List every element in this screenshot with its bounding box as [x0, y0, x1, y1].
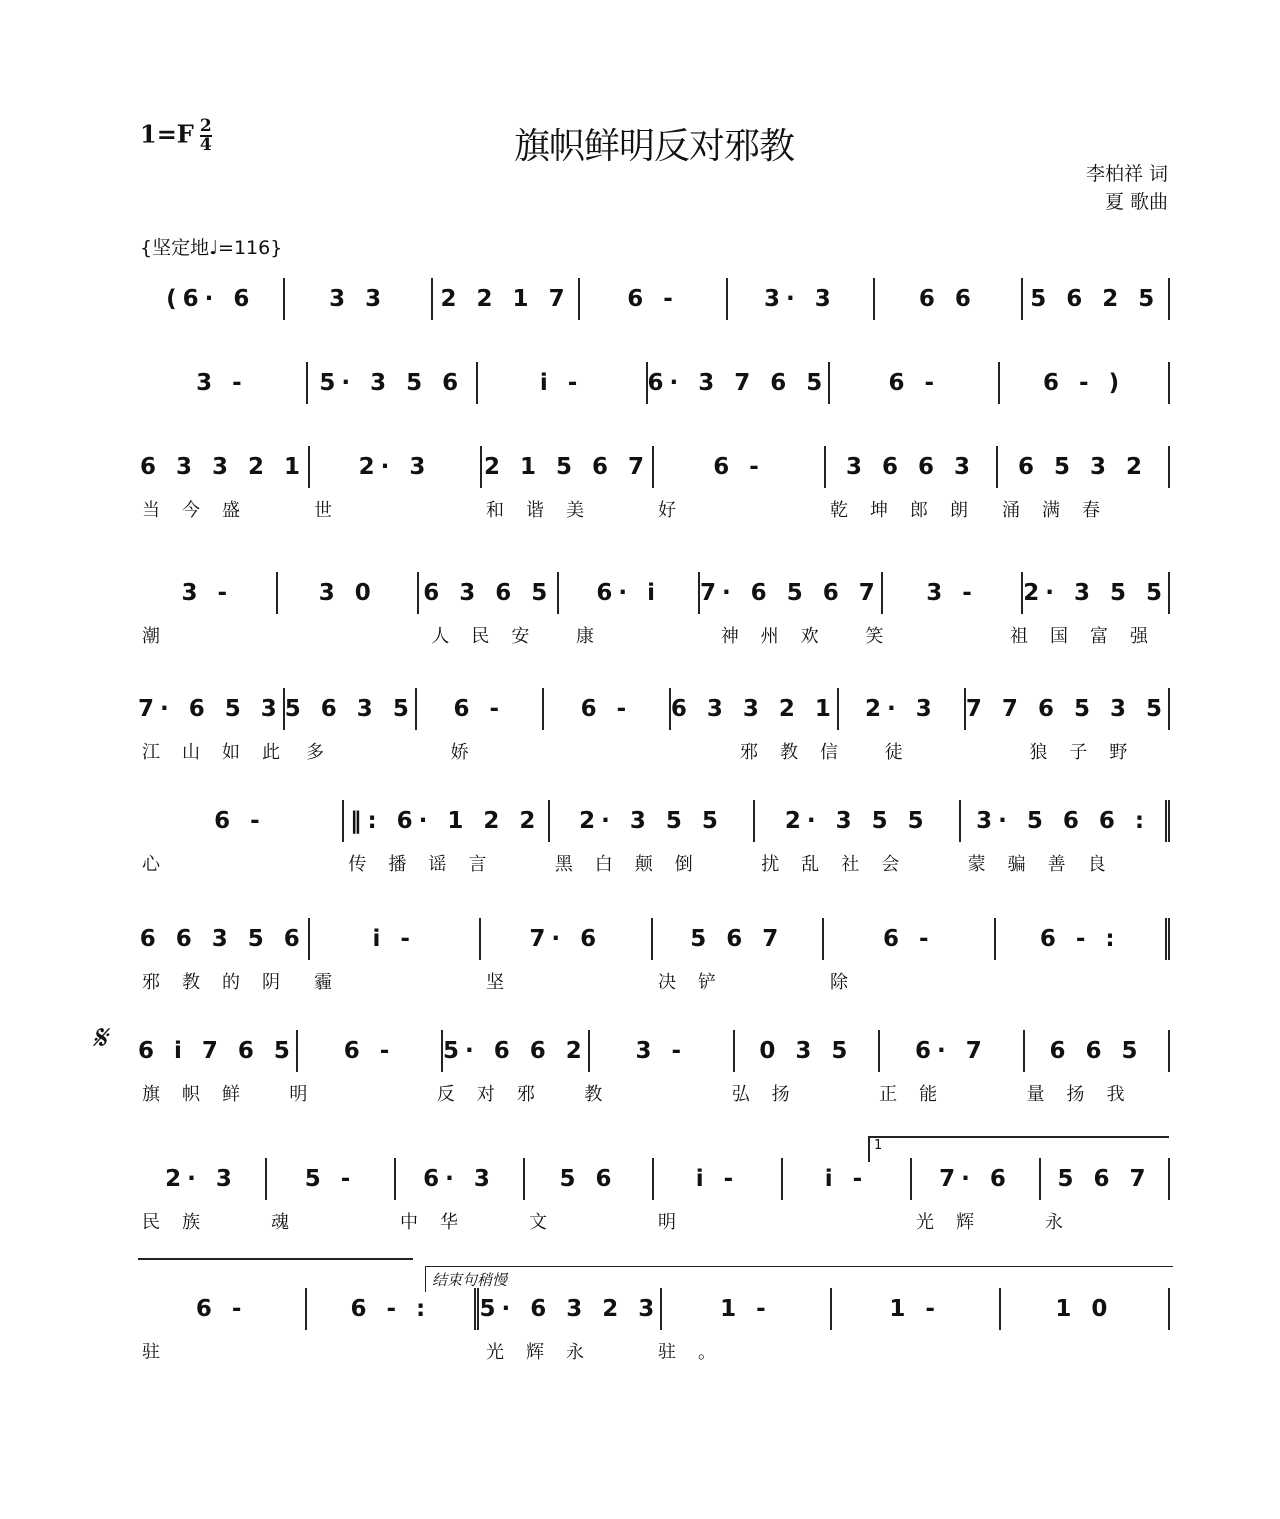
lyric: 蒙骗善良	[967, 854, 1128, 875]
measure: i -	[310, 918, 482, 960]
lyric: 驻	[142, 1342, 182, 1363]
measure: 3 -	[138, 362, 308, 404]
lyric: 乾坤郎朗	[830, 500, 990, 521]
ending-instruction: 结束句稍慢	[425, 1266, 1173, 1292]
lyric: 邪教信	[740, 742, 861, 763]
lyric: 正能	[879, 1084, 960, 1105]
lyric: 旗帜鲜	[142, 1084, 262, 1105]
lyrics-row	[138, 968, 1170, 994]
measure: 5· 6 6 2	[443, 1030, 590, 1072]
notes-row	[138, 918, 1170, 960]
lyric: 徒	[884, 742, 925, 763]
lyric: 潮	[142, 626, 182, 647]
measure: 1 0	[1001, 1288, 1170, 1330]
measure: i -	[654, 1158, 783, 1200]
lyric: 民族	[142, 1212, 222, 1233]
lyric: 量扬我	[1026, 1084, 1147, 1105]
lyrics-row	[138, 850, 1170, 876]
lyric: 世	[314, 500, 354, 521]
measure: 6 - )	[1000, 362, 1170, 404]
staff-system	[138, 800, 1170, 890]
lyric: 江山如此	[142, 742, 302, 763]
lyric	[283, 622, 428, 648]
measure: 6 -	[580, 278, 727, 320]
measure: 7· 6	[912, 1158, 1041, 1200]
notes-row	[138, 572, 1170, 614]
measure: 6 i 7 6 5	[138, 1030, 298, 1072]
lyric: 娇	[450, 742, 491, 763]
measure: 7· 6	[481, 918, 653, 960]
lyric: 弘扬	[731, 1084, 812, 1105]
measure: 5 6	[525, 1158, 654, 1200]
lyric: 狼子野	[1029, 742, 1150, 763]
measure: 6 -	[298, 1030, 443, 1072]
time-bottom: 4	[199, 135, 212, 155]
staff-system	[138, 572, 1170, 662]
staff-system	[138, 362, 1170, 452]
lyrics-row	[138, 1338, 1170, 1364]
staff-system	[138, 446, 1170, 536]
measure: 6· 7	[880, 1030, 1025, 1072]
measure: 3 0	[278, 572, 418, 614]
measure: 0 3 5	[735, 1030, 880, 1072]
lyric: 和谐美	[486, 500, 606, 521]
measure: i -	[783, 1158, 912, 1200]
volta-line	[138, 1258, 413, 1260]
credits	[1086, 160, 1168, 216]
measure: 6· i	[559, 572, 699, 614]
lyrics-row	[138, 738, 1170, 764]
measure: 6· 3	[396, 1158, 525, 1200]
composer: 夏 歌曲	[1104, 191, 1168, 213]
key-label: 1=F	[140, 119, 194, 149]
lyric: 永	[1045, 1212, 1085, 1233]
measure: 3 6 6 3	[826, 446, 998, 488]
lyric: 神州欢	[720, 626, 841, 647]
measure: 1 -	[832, 1288, 1001, 1330]
measure: 5 -	[267, 1158, 396, 1200]
measure: ‖: 6· 1 2 2	[344, 800, 550, 842]
lyric	[998, 1338, 1170, 1364]
lyric: 涌满春	[1002, 500, 1122, 521]
lyric: 文	[529, 1212, 569, 1233]
lyric: 多	[306, 742, 346, 763]
measure: 7· 6 5 6 7	[700, 572, 883, 614]
lyric	[826, 1338, 998, 1364]
lyric: 驻。	[658, 1342, 738, 1363]
measure: 6 5 3 2	[998, 446, 1170, 488]
lyric	[310, 1338, 482, 1364]
lyrics-row	[138, 496, 1170, 522]
lyric: 决铲	[658, 972, 738, 993]
measure: 5· 3 5 6	[308, 362, 478, 404]
measure: 2· 3	[138, 1158, 267, 1200]
lyric: 心	[142, 854, 182, 875]
time-top: 2	[199, 116, 212, 136]
lyric: 康	[576, 626, 617, 647]
measure: 6 - :	[996, 918, 1171, 960]
staff-system	[138, 1030, 1170, 1120]
measure: 2· 3 5 5	[1023, 572, 1170, 614]
song-title: 旗帜鲜明反对邪教	[513, 126, 794, 167]
lyric: 除	[830, 972, 870, 993]
measure: 3· 3	[728, 278, 875, 320]
measure: 2 1 5 6 7	[482, 446, 654, 488]
notes-row	[138, 1288, 1170, 1330]
measure: 5 6 7	[1041, 1158, 1170, 1200]
lyric: 黑白颠倒	[554, 854, 715, 875]
staff-system	[138, 1158, 1170, 1248]
measure: 2· 3 5 5	[755, 800, 961, 842]
lyric: 魂	[271, 1212, 311, 1233]
measure: 6 -	[138, 1288, 307, 1330]
measure: 6 - :	[307, 1288, 479, 1330]
lyricist: 李柏祥 词	[1085, 163, 1168, 185]
volta-bracket: 1	[868, 1136, 1169, 1162]
measure: 2 2 1 7	[433, 278, 580, 320]
staff-system	[138, 918, 1170, 1008]
notes-row	[138, 446, 1170, 488]
lyric: 当今盛	[142, 500, 262, 521]
notes-row	[138, 278, 1170, 320]
measure: 6 3 3 2 1	[138, 446, 310, 488]
lyric	[998, 968, 1170, 994]
segno-icon: 𝄋	[92, 1018, 107, 1058]
lyrics-row	[138, 1208, 1170, 1234]
measure: 6 -	[417, 688, 544, 730]
measure: 5· 6 3 2 3	[479, 1288, 662, 1330]
measure: 5 6 7	[653, 918, 825, 960]
notes-row	[138, 688, 1170, 730]
measure: 3 3	[285, 278, 432, 320]
measure: 5 6 3 5	[285, 688, 417, 730]
measure: 6 6 5	[1025, 1030, 1170, 1072]
lyric: 传播谣言	[348, 854, 509, 875]
lyric: 反对邪	[436, 1084, 557, 1105]
measure: 2· 3	[310, 446, 482, 488]
lyric	[783, 1208, 912, 1234]
lyric: 教	[584, 1084, 625, 1105]
measure: 3 -	[883, 572, 1023, 614]
measure: 6 -	[830, 362, 1000, 404]
measure: 6 6 3 5 6	[138, 918, 310, 960]
lyric: 坚	[486, 972, 526, 993]
measure: 3 -	[590, 1030, 735, 1072]
lyric: 好	[658, 500, 698, 521]
lyric: 笑	[865, 626, 906, 647]
measure: 5 6 2 5	[1023, 278, 1170, 320]
notes-row	[138, 800, 1170, 842]
measure: 6 6	[875, 278, 1022, 320]
measure: 6 3 6 5	[419, 572, 559, 614]
staff-system	[138, 1288, 1170, 1378]
lyric: 光辉	[916, 1212, 996, 1233]
staff-system	[138, 688, 1170, 778]
lyric: 扰乱社会	[761, 854, 922, 875]
measure: 2· 3 5 5	[550, 800, 756, 842]
lyric	[591, 738, 736, 764]
measure: (6· 6	[138, 278, 285, 320]
tempo-marking: {坚定地♩=116}	[140, 237, 283, 259]
measure: 1 -	[662, 1288, 831, 1330]
measure: 7· 6 5 3	[138, 688, 285, 730]
lyric: 光辉永	[486, 1342, 606, 1363]
lyric: 邪教的阴	[142, 972, 302, 993]
measure: 6· 3 7 6 5	[648, 362, 831, 404]
measure: i -	[478, 362, 648, 404]
lyric: 霾	[314, 972, 354, 993]
measure: 6 -	[138, 800, 344, 842]
lyric: 明	[658, 1212, 698, 1233]
measure: 6 -	[544, 688, 671, 730]
lyrics-row	[138, 622, 1170, 648]
lyrics-row	[138, 1080, 1170, 1106]
measure: 6 3 3 2 1	[671, 688, 839, 730]
lyric: 明	[289, 1084, 330, 1105]
measure: 7 7 6 5 3 5	[966, 688, 1170, 730]
measure: 6 -	[824, 918, 996, 960]
measure: 6 -	[654, 446, 826, 488]
notes-row	[138, 362, 1170, 404]
measure: 3· 5 6 6 :	[961, 800, 1170, 842]
lyric: 人民安	[431, 626, 552, 647]
measure: 3 -	[138, 572, 278, 614]
staff-system	[138, 278, 1170, 368]
measure: 2· 3	[839, 688, 966, 730]
notes-row	[138, 1158, 1170, 1200]
lyric: 中华	[400, 1212, 480, 1233]
notes-row	[138, 1030, 1170, 1072]
lyric: 祖国富强	[1010, 626, 1171, 647]
